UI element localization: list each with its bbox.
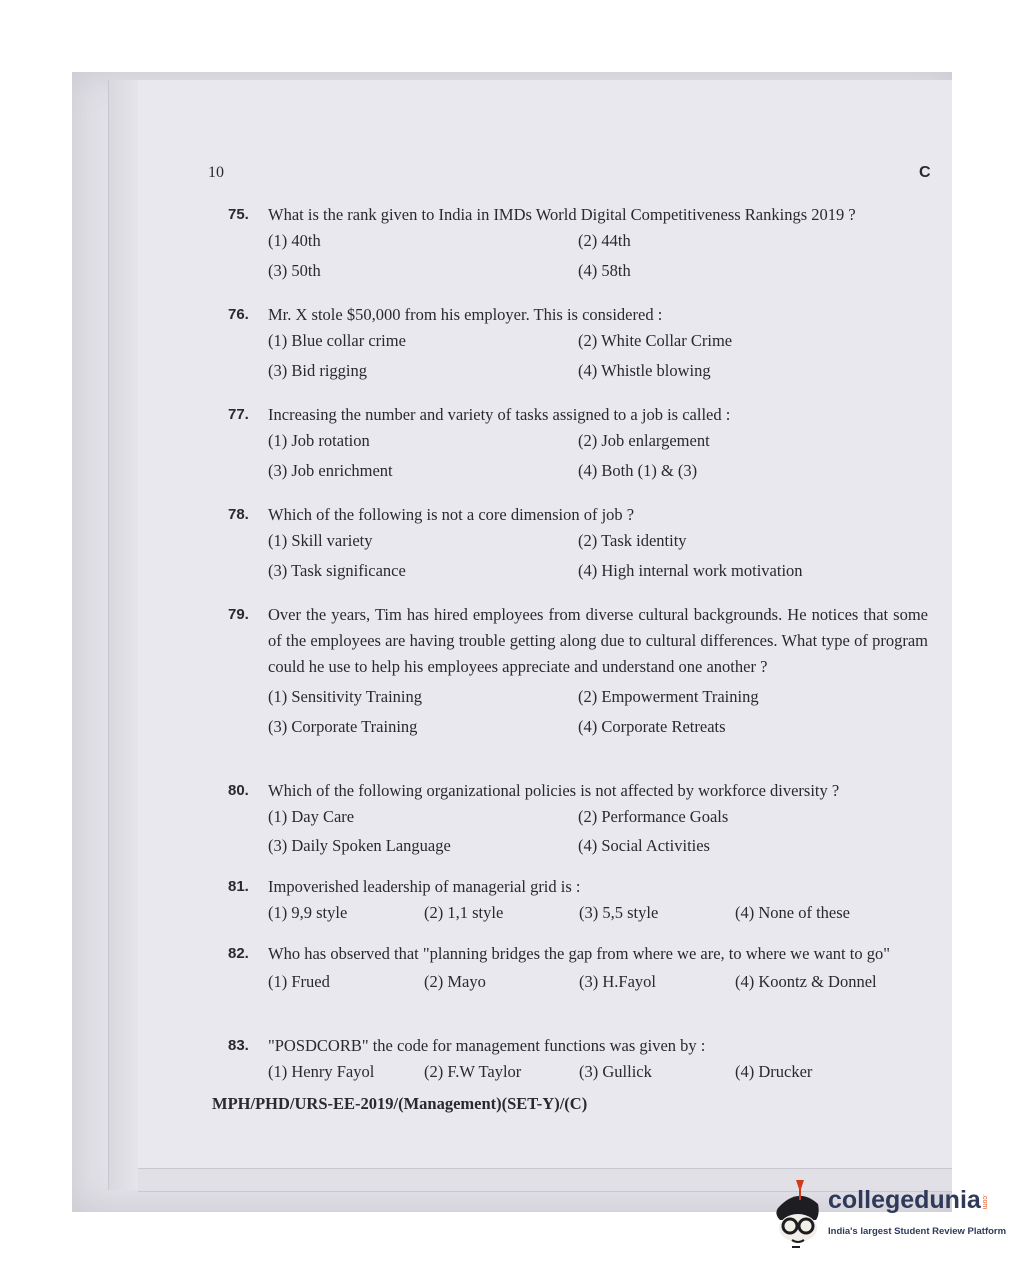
question-text: What is the rank given to India in IMDs World Digital Competitiveness Rankings 2019 ? xyxy=(268,205,856,224)
question-78 xyxy=(228,502,928,588)
options-row xyxy=(268,228,928,258)
option-1: (1) Job rotation xyxy=(268,431,370,450)
stacked-sheet-edge xyxy=(108,80,140,1190)
option-1: (1) 9,9 style xyxy=(268,903,348,922)
options-row xyxy=(268,258,928,288)
question-82 xyxy=(228,941,928,999)
question-text: Which of the following organizational policies is not affected by workforce diversity ? xyxy=(268,781,840,800)
question-number: 76. xyxy=(228,306,249,323)
option-4: (4) Social Activities xyxy=(578,836,710,855)
option-4: (4) High internal work motivation xyxy=(578,561,803,580)
options-row xyxy=(268,328,928,358)
question-80 xyxy=(228,778,928,862)
option-3: (3) Task significance xyxy=(268,561,406,580)
options-row xyxy=(268,833,928,862)
question-77 xyxy=(228,402,928,488)
option-1: (1) 40th xyxy=(268,231,321,250)
option-2: (2) 1,1 style xyxy=(424,903,504,922)
option-2: (2) Mayo xyxy=(424,972,486,991)
option-3: (3) Bid rigging xyxy=(268,361,367,380)
options-row xyxy=(268,458,928,488)
option-2: (2) 44th xyxy=(578,231,631,250)
question-79 xyxy=(228,602,928,744)
question-number: 77. xyxy=(228,406,249,423)
options-row xyxy=(268,1059,928,1089)
question-number: 78. xyxy=(228,506,249,523)
question-text: Mr. X stole $50,000 from his employer. This is considered : xyxy=(268,305,663,324)
brand-suffix: .com xyxy=(981,1194,988,1210)
brand-name: collegedunia xyxy=(828,1186,981,1214)
question-83 xyxy=(228,1033,928,1089)
option-2: (2) Performance Goals xyxy=(578,807,729,826)
question-text: Over the years, Tim has hired employees from diverse cultural backgrounds. He notices that some of the employees are having trouble getting along due to cultural differences. What type of program could he use to help his employees appreciate and understand one another ? xyxy=(268,605,928,676)
option-1: (1) Blue collar crime xyxy=(268,331,406,350)
option-4: (4) None of these xyxy=(735,903,851,922)
mascot-icon xyxy=(770,1180,826,1250)
options-row xyxy=(268,714,928,744)
option-1: (1) Sensitivity Training xyxy=(268,687,423,706)
options-row xyxy=(268,428,928,458)
collegedunia-logo xyxy=(770,1180,1007,1260)
question-number: 83. xyxy=(228,1037,249,1054)
question-number: 82. xyxy=(228,945,249,962)
question-81 xyxy=(228,874,928,930)
option-2: (2) Job enlargement xyxy=(578,431,710,450)
option-1: (1) Henry Fayol xyxy=(268,1062,375,1081)
exam-footer-code: MPH/PHD/URS-EE-2019/(Management)(SET-Y)/(C) xyxy=(212,1094,588,1113)
options-row xyxy=(268,900,928,930)
option-2: (2) Empowerment Training xyxy=(578,687,759,706)
option-2: (2) Task identity xyxy=(578,531,687,550)
option-4: (4) Both (1) & (3) xyxy=(578,461,698,480)
question-number: 79. xyxy=(228,606,249,623)
option-3: (3) 5,5 style xyxy=(579,903,659,922)
option-4: (4) Koontz & Donnel xyxy=(735,972,877,991)
brand-tagline: India's largest Student Review Platform xyxy=(828,1226,1007,1237)
option-2: (2) White Collar Crime xyxy=(578,331,733,350)
option-3: (3) Gullick xyxy=(579,1062,652,1081)
options-row xyxy=(268,969,928,999)
option-4: (4) Drucker xyxy=(735,1062,813,1081)
option-3: (3) Job enrichment xyxy=(268,461,393,480)
page-number: 10 xyxy=(208,164,224,181)
options-row xyxy=(268,558,928,588)
option-4: (4) 58th xyxy=(578,261,631,280)
option-1: (1) Skill variety xyxy=(268,531,373,550)
question-text: Which of the following is not a core dimension of job ? xyxy=(268,505,635,524)
question-number: 75. xyxy=(228,206,249,223)
question-76 xyxy=(228,302,928,388)
option-3: (3) Corporate Training xyxy=(268,717,418,736)
options-row xyxy=(268,804,928,833)
question-text: Increasing the number and variety of tasks assigned to a job is called : xyxy=(268,405,731,424)
options-row xyxy=(268,528,928,558)
question-number: 80. xyxy=(228,782,249,799)
option-3: (3) Daily Spoken Language xyxy=(268,836,451,855)
question-text: "POSDCORB" the code for management functions was given by : xyxy=(268,1036,706,1055)
question-text: Impoverished leadership of managerial grid is : xyxy=(268,877,581,896)
option-2: (2) F.W Taylor xyxy=(424,1062,522,1081)
option-1: (1) Day Care xyxy=(268,807,355,826)
question-75 xyxy=(228,202,928,288)
option-4: (4) Whistle blowing xyxy=(578,361,711,380)
option-3: (3) 50th xyxy=(268,261,321,280)
options-row xyxy=(268,684,928,714)
option-4: (4) Corporate Retreats xyxy=(578,717,726,736)
question-number: 81. xyxy=(228,878,249,895)
option-1: (1) Frued xyxy=(268,972,330,991)
option-3: (3) H.Fayol xyxy=(579,972,656,991)
set-code: C xyxy=(919,164,931,181)
question-text: Who has observed that "planning bridges the gap from where we are, to where we want to go" xyxy=(268,944,890,963)
options-row xyxy=(268,358,928,388)
